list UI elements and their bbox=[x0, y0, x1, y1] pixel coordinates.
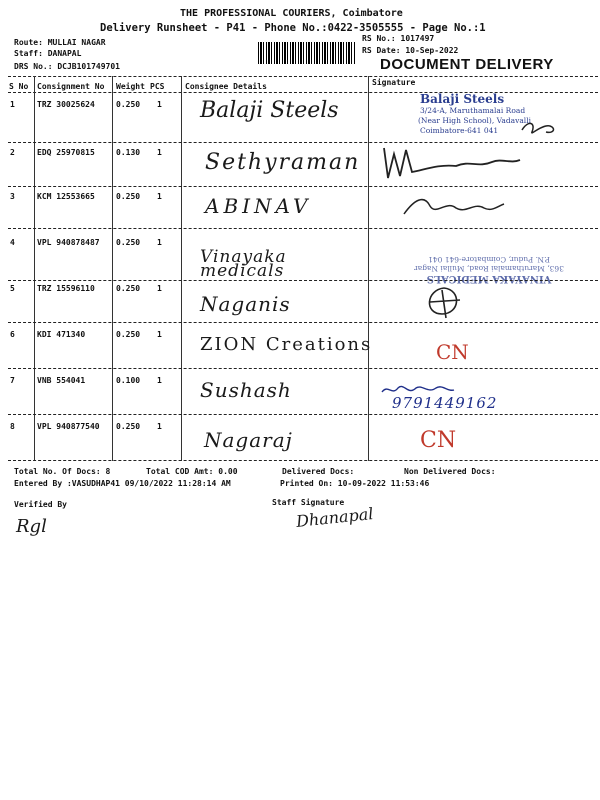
col-consignment: Consignment No bbox=[37, 82, 105, 91]
row-weight: 0.250 bbox=[116, 422, 141, 431]
row-consignee: Balaji Steels bbox=[200, 98, 339, 123]
stamp-line: Coimbatore-641 041 bbox=[420, 126, 499, 135]
row-pcs: 1 bbox=[157, 148, 162, 157]
divider bbox=[8, 186, 598, 187]
row-weight: 0.130 bbox=[116, 148, 141, 157]
row-consignee: ZION Creations bbox=[200, 334, 373, 355]
drs-number: DRS No.: DCJB101749701 bbox=[14, 62, 120, 71]
divider bbox=[8, 92, 598, 93]
row-consignment: EDQ 25970815 bbox=[37, 148, 95, 157]
row-pcs: 1 bbox=[157, 100, 162, 109]
divider bbox=[8, 228, 598, 229]
row-consignment: KDI 471340 bbox=[37, 330, 86, 339]
verified-by-label: Verified By bbox=[14, 500, 67, 509]
row-sno: 4 bbox=[10, 238, 15, 247]
row-sno: 7 bbox=[10, 376, 15, 385]
row-pcs: 1 bbox=[157, 192, 162, 201]
row-pcs: 1 bbox=[157, 238, 162, 247]
row-sno: 6 bbox=[10, 330, 15, 339]
divider bbox=[8, 280, 598, 281]
barcode bbox=[258, 42, 356, 64]
row-consignment: KCM 12553665 bbox=[37, 192, 95, 201]
row-consignment: VNB 554041 bbox=[37, 376, 86, 385]
col-pcs: PCS bbox=[150, 82, 165, 91]
rs-date: RS Date: 10-Sep-2022 bbox=[362, 46, 459, 55]
non-delivered-docs: Non Delivered Docs: bbox=[404, 467, 496, 476]
row-consignment: TRZ 30025624 bbox=[37, 100, 95, 109]
row-consignee: Sethyraman bbox=[205, 150, 361, 175]
verifier-signature: Rgl bbox=[16, 516, 47, 537]
row-sno: 2 bbox=[10, 148, 15, 157]
divider bbox=[8, 414, 598, 415]
company-name: THE PROFESSIONAL COURIERS, Coimbatore bbox=[180, 8, 403, 19]
signature-scribble bbox=[400, 190, 510, 222]
row-consignment: TRZ 15596110 bbox=[37, 284, 95, 293]
divider bbox=[8, 460, 598, 461]
row-consignment: VPL 940878487 bbox=[37, 238, 100, 247]
col-line bbox=[181, 76, 182, 461]
row-pcs: 1 bbox=[157, 284, 162, 293]
divider bbox=[8, 76, 598, 77]
row-consignee: Vinayaka medicals bbox=[200, 247, 287, 281]
row-signature-phone: 9791449162 bbox=[392, 394, 498, 412]
row-consignee: Sushash bbox=[200, 378, 292, 402]
staff-label: Staff: DANAPAL bbox=[14, 49, 82, 58]
row-consignee: Naganis bbox=[200, 292, 291, 316]
row-pcs: 1 bbox=[157, 422, 162, 431]
stamp-name: Balaji Steels bbox=[420, 92, 505, 106]
row-signature-cn: CN bbox=[436, 340, 469, 364]
col-line bbox=[368, 76, 369, 461]
route-label: Route: MULLAI NAGAR bbox=[14, 38, 106, 47]
document-delivery-title: DOCUMENT DELIVERY bbox=[380, 56, 554, 73]
stamp-line: 363, Maruthamalai Road, Mullai Nagar bbox=[414, 264, 564, 273]
col-line bbox=[112, 76, 113, 461]
row-weight: 0.250 bbox=[116, 238, 141, 247]
col-sno: S No bbox=[9, 82, 29, 91]
row-weight: 0.100 bbox=[116, 376, 141, 385]
printed-on: Printed On: 10-09-2022 11:53:46 bbox=[280, 479, 430, 488]
rs-number: RS No.: 1017497 bbox=[362, 34, 435, 43]
col-consignee: Consignee Details bbox=[185, 82, 267, 91]
col-line bbox=[34, 76, 35, 461]
row-weight: 0.250 bbox=[116, 100, 141, 109]
row-weight: 0.250 bbox=[116, 330, 141, 339]
row-sno: 3 bbox=[10, 192, 15, 201]
signature-scribble bbox=[520, 118, 560, 136]
signature-scribble bbox=[420, 284, 470, 320]
runsheet-title: Delivery Runsheet - P41 - Phone No.:0422-3505555 - Page No.:1 bbox=[100, 22, 486, 34]
stamp-name: VINAYAKA MEDICALS bbox=[426, 273, 552, 284]
stamp-line: P.N. Pudur, Coimbatore-641 041 bbox=[428, 255, 550, 264]
divider bbox=[8, 322, 598, 323]
row-weight: 0.250 bbox=[116, 284, 141, 293]
total-cod: Total COD Amt: 0.00 bbox=[146, 467, 238, 476]
staff-signature-label: Staff Signature bbox=[272, 498, 345, 507]
row-pcs: 1 bbox=[157, 330, 162, 339]
staff-signature: Dhanapal bbox=[295, 504, 375, 531]
row-consignee: ABINAV bbox=[205, 194, 312, 218]
signature-scribble bbox=[378, 140, 528, 185]
row-sno: 1 bbox=[10, 100, 15, 109]
stamp-line: (Near High School), Vadavalli bbox=[418, 116, 531, 125]
row-consignee: Nagaraj bbox=[204, 428, 293, 452]
delivered-docs: Delivered Docs: bbox=[282, 467, 355, 476]
stamp-upside-down bbox=[384, 232, 594, 284]
row-sno: 5 bbox=[10, 284, 15, 293]
divider bbox=[8, 368, 598, 369]
row-pcs: 1 bbox=[157, 376, 162, 385]
col-weight: Weight bbox=[116, 82, 145, 91]
total-docs: Total No. Of Docs: 8 bbox=[14, 467, 111, 476]
row-weight: 0.250 bbox=[116, 192, 141, 201]
stamp-line: 3/24-A, Maruthamalai Road bbox=[420, 106, 526, 115]
row-consignment: VPL 940877540 bbox=[37, 422, 100, 431]
row-sno: 8 bbox=[10, 422, 15, 431]
row-signature-cn: CN bbox=[420, 428, 457, 453]
col-signature: Signature bbox=[372, 78, 416, 87]
entered-by: Entered By :VASUDHAP41 09/10/2022 11:28:14 AM bbox=[14, 479, 231, 488]
